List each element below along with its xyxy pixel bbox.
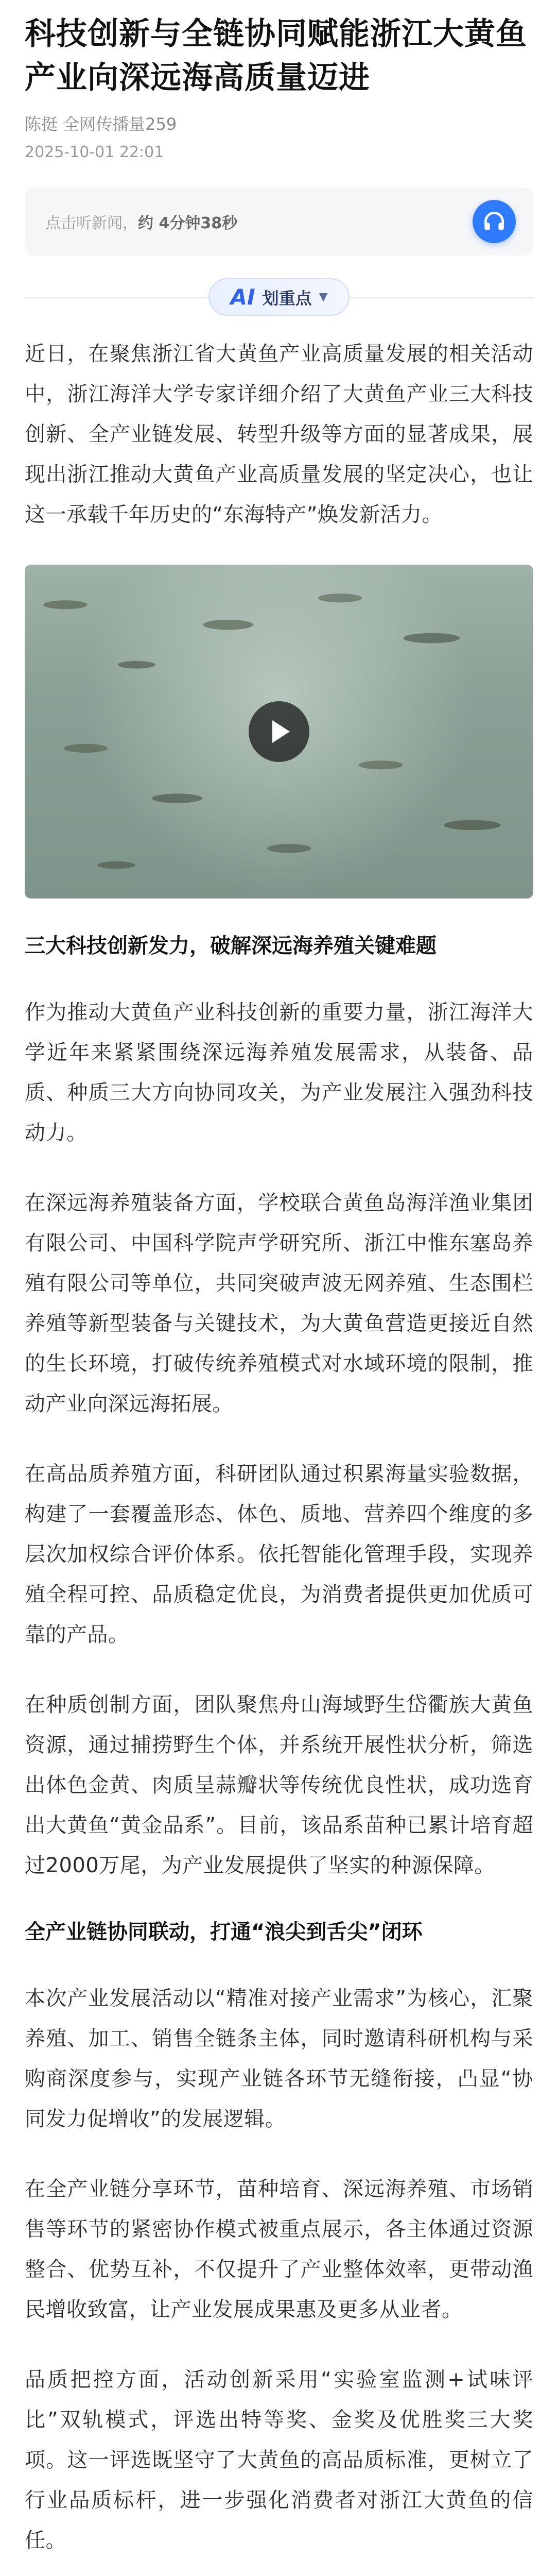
video-player[interactable] [25,565,533,899]
listen-label [45,210,237,233]
paragraph: 在种质创制方面，团队聚焦舟山海域野生岱衢族大黄鱼资源，通过捕捞野生个体，并系统开展性状分析，筛选出体色金黄、肉质呈蒜瓣状等传统优良性状，成功选育出大黄鱼“黄金品系”。目前，该品系苗种已累计培育超过2000万尾，为产业发展提供了坚实的种源保障。 [25,1692,533,1877]
chevron-down-icon: ▼ [319,291,328,304]
paragraph: 本次产业发展活动以“精准对接产业需求”为核心，汇聚养殖、加工、销售全链条主体，同时邀请科研机构与采购商深度参与，实现产业链各环节无缝衔接，凸显“协同发力促增收”的发展逻辑。 [25,1986,533,2131]
paragraph: 在全产业链分享环节，苗种培育、深远海养殖、市场销售等环节的紧密协作模式被重点展示，各主体通过资源整合、优势互补，不仅提升了产业整体效率，更带动渔民增收致富，让产业发展成果惠及更多从业者。 [25,2177,533,2321]
paragraph: 品质把控方面，活动创新采用“实验室监测+试味评比”双轨模式，评选出特等奖、金奖及优胜奖三大奖项。这一评选既坚守了大黄鱼的高品质标准，更树立了行业品质标杆，进一步强化消费者对浙江大黄鱼的信任。 [25,2367,533,2552]
author-line: 陈挺 全网传播量259 [25,114,177,134]
article-meta [25,111,533,164]
headphones-icon [481,209,507,234]
paragraph: 作为推动大黄鱼产业科技创新的重要力量，浙江海洋大学近年来紧紧围绕深远海养殖发展需求，从装备、品质、种质三大方向协同攻关，为产业发展注入强劲科技动力。 [25,1000,533,1145]
ai-highlights-toggle[interactable] [208,278,349,316]
publish-time: 2025-10-01 22:01 [25,143,164,161]
listen-prefix: 点击听新闻， [45,214,138,232]
ai-highlights-bar [25,279,533,315]
headphones-button[interactable] [473,200,516,243]
listen-duration: 约 4分钟38秒 [138,214,238,232]
paragraph-intro: 近日，在聚焦浙江省大黄鱼产业高质量发展的相关活动中，浙江海洋大学专家详细介绍了大黄鱼产业三大科技创新、全产业链发展、转型升级等方面的显著成果，展现出浙江推动大黄鱼产业高质量发展的坚定决心，也让这一承载千年历史的“东海特产”焕发新活力。 [25,342,533,527]
article-body [25,334,533,2576]
paragraph: 在高品质养殖方面，科研团队通过积累海量实验数据，构建了一套覆盖形态、体色、质地、营养四个维度的多层次加权综合评价体系。依托智能化管理手段，实现养殖全程可控、品质稳定优良，为消费者提供更加优质可靠的产品。 [25,1462,533,1647]
video-play-button[interactable] [249,701,309,762]
section-heading-chain: 全产业链协同联动，打通“浪尖到舌尖”闭环 [25,1920,423,1944]
ai-logo: AI [230,284,255,310]
article-title: 科技创新与全链协同赋能浙江大黄鱼产业向深远海高质量迈进 [25,16,527,96]
section-heading-tech: 三大科技创新发力，破解深远海养殖关键难题 [25,934,437,958]
listen-news-bar[interactable] [25,188,533,256]
ai-highlights-label: 划重点 [262,288,312,308]
play-icon [272,720,290,743]
paragraph: 在深远海养殖装备方面，学校联合黄鱼岛海洋渔业集团有限公司、中国科学院声学研究所、浙江中惟东塞岛养殖有限公司等单位，共同突破声波无网养殖、生态围栏养殖等新型装备与关键技术，为大黄鱼营造更接近自然的生长环境，打破传统养殖模式对水域环境的限制，推动产业向深远海拓展。 [25,1191,533,1416]
